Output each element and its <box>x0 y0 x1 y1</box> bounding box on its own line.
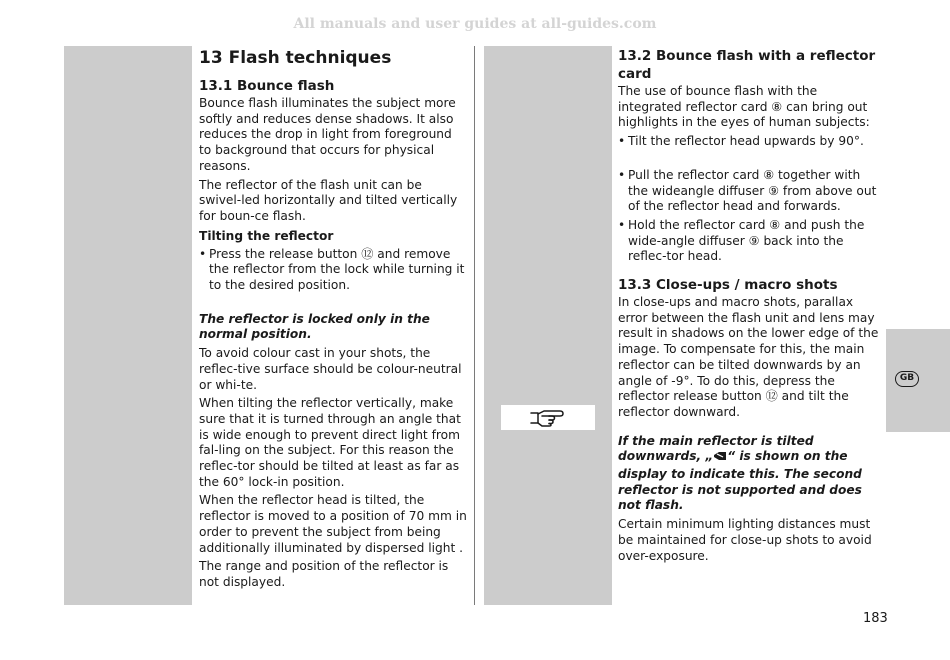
chapter-title: 13 Flash techniques <box>199 48 392 68</box>
paragraph: Certain minimum lighting distances must be maintained for close-up shots to avoid over-exposure. <box>618 517 872 563</box>
note-text-part: If the main reflector is tilted downwards, „ <box>618 433 814 464</box>
paragraph: When tilting the reflector vertically, make sure that it is turned through an angle that is wide enough to prevent direct light from fal-ling on the subject. For this reason the reflec-tor should be tilted at least as far as the 60° lock-in position. <box>199 396 461 489</box>
bullet-item: • Tilt the reflector head upwards by 90°. <box>618 134 884 150</box>
paragraph: The range and position of the reflector is not displayed. <box>199 559 449 589</box>
paragraph: The reflector of the flash unit can be swivel-led horizontally and tilted vertically for boun-ce flash. <box>199 177 458 223</box>
paragraph: Bounce flash illuminates the subject more softly and reduces dense shadows. It also reduces the drop in light from foreground to background that occurs for physical reasons. <box>199 96 456 173</box>
bullet-item: • Hold the reflector card ⑧ and push the wide-angle diffuser ⑨ back into the reflec-tor head. <box>618 218 884 265</box>
note-text <box>618 434 884 515</box>
paragraph: To avoid colour cast in your shots, the reflec-tive surface should be colour-neutral or whi-te. <box>199 346 462 392</box>
left-margin-column <box>64 46 192 605</box>
subheading-tilting-reflector: Tilting the reflector <box>199 228 334 243</box>
note-text-part: “ is shown on the display to indicate this. The second reflector is not supported and does not flash. <box>618 449 862 513</box>
section-title-close-ups: 13.3 Close-ups / macro shots <box>618 277 838 294</box>
note-text: The reflector is locked only in the normal position. <box>199 311 430 342</box>
bullet-item: • Pull the reflector card ⑧ together with the wideangle diffuser ⑨ from above out of the reflector head and forwards. <box>618 168 884 215</box>
bullet-item: • Press the release button ⑫ and remove the reflector from the lock while turning it to the desired position. <box>199 247 467 294</box>
paragraph: In close-ups and macro shots, parallax error between the flash unit and lens may result in shadows on the lower edge of the image. To compensate for this, the main reflector can be tilted downwards by an angle of -9°. To do this, depress the reflector release button ⑫ and tilt the reflector downward. <box>618 295 879 419</box>
paragraph: When the reflector head is tilted, the reflector is moved to a position of 70 mm in order to prevent the subject from being additionally illuminated by dispersed light . <box>199 493 467 555</box>
tilted-reflector-symbol-icon <box>713 450 727 467</box>
page-number: 183 <box>863 611 888 626</box>
left-text-column <box>199 47 467 594</box>
paragraph: The use of bounce flash with the integrated reflector card ⑧ can bring out highlights in the eyes of human subjects: <box>618 84 870 130</box>
right-margin-column <box>484 46 612 605</box>
language-badge: GB <box>895 371 919 387</box>
right-text-column <box>618 47 884 567</box>
watermark: All manuals and user guides at all-guides.com <box>293 16 657 32</box>
note-marker <box>501 405 595 430</box>
section-title-reflector-card: 13.2 Bounce flash with a reflector card <box>618 48 876 82</box>
column-divider <box>474 46 475 605</box>
section-title-bounce-flash: 13.1 Bounce flash <box>199 78 335 94</box>
